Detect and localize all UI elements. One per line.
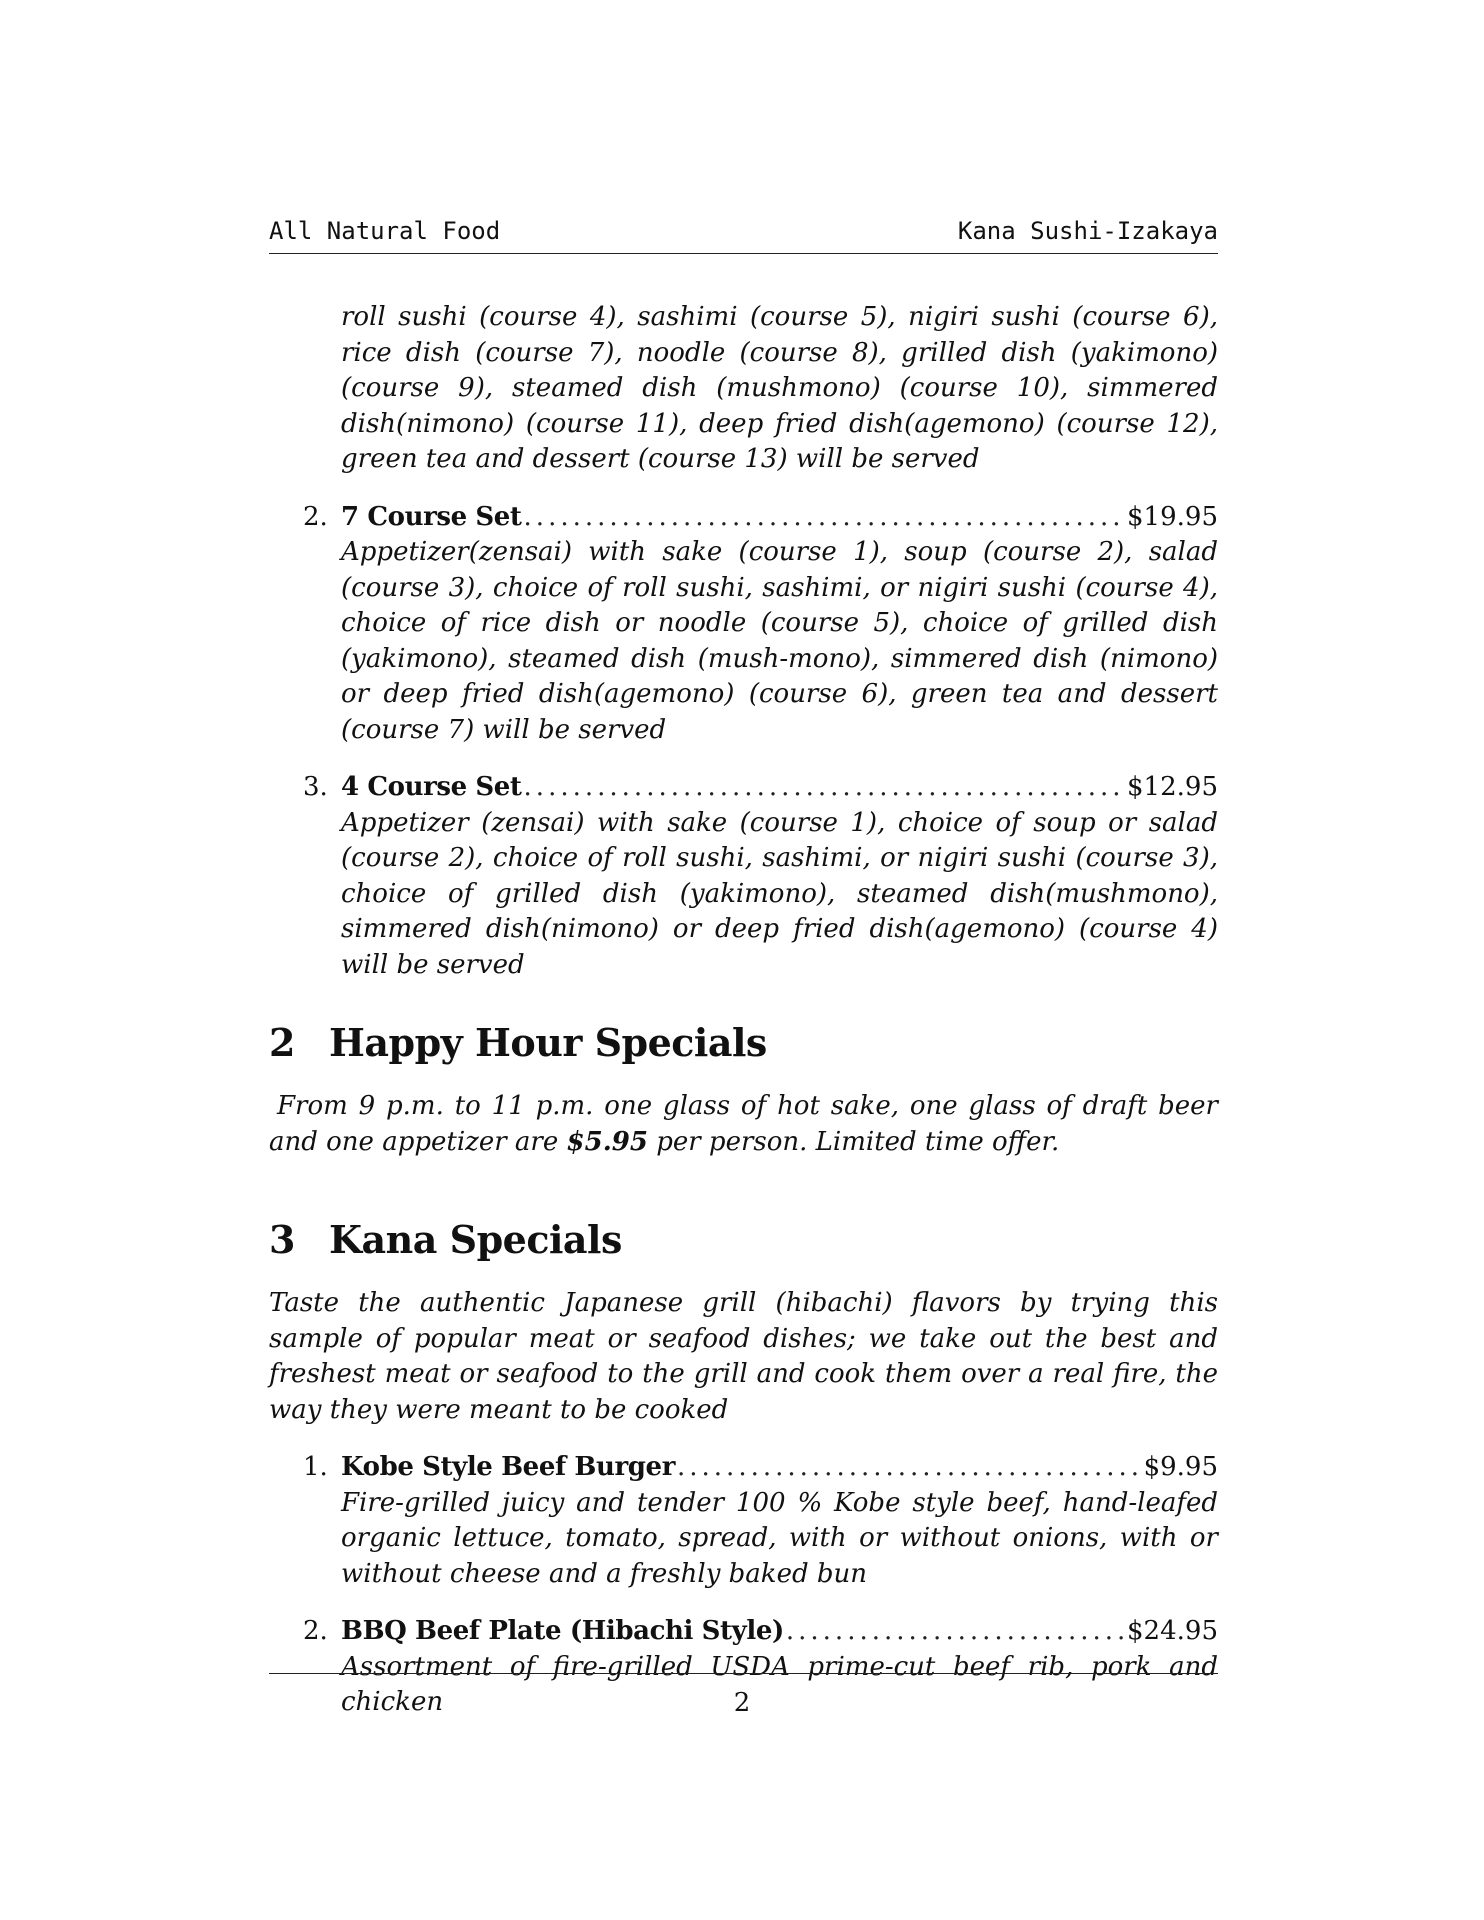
section-number: 2: [269, 1020, 295, 1065]
item-price: $24.95: [1127, 1616, 1218, 1646]
footer-rule: [269, 1673, 1218, 1674]
item-name: Kobe Style Beef Burger: [341, 1452, 675, 1482]
kana-specials-list: [269, 1450, 1218, 1721]
section-title-text: Kana Specials: [329, 1217, 622, 1262]
item-name: BBQ Beef Plate (Hibachi Style): [341, 1616, 784, 1646]
course-set-item: [269, 770, 1218, 983]
section-number: 3: [269, 1217, 295, 1262]
happy-hour-text-before: From 9 p.m. to 11 p.m. one glass of hot sake, one glass of draft beer and one appetizer are: [269, 1091, 1218, 1157]
item-name: 7 Course Set: [341, 501, 522, 532]
item-number: 2.: [303, 1616, 328, 1646]
item-number: 2.: [303, 501, 328, 532]
section-title-text: Happy Hour Specials: [329, 1020, 767, 1065]
item-number: 3.: [303, 772, 328, 802]
section-heading-kana-specials: [269, 1216, 1218, 1264]
header-right-title: Kana Sushi-Izakaya: [957, 217, 1218, 245]
running-header: [269, 213, 1218, 254]
dot-leader: [786, 1614, 1125, 1650]
item-price: $12.95: [1127, 772, 1218, 802]
happy-hour-text-after: per person. Limited time offer.: [647, 1126, 1060, 1157]
happy-hour-price: $5.95: [566, 1126, 648, 1157]
continued-course-description: [269, 300, 1218, 478]
continuation-text: roll sushi (course 4), sashimi (course 5), nigiri sushi (course 6), rice dish (course 7), noodle (course 8), grilled dish (yakimono) (course 9), steamed dish (mushmono) (course 10), simmered dish(nimono) (course 11), deep fried dish(agemono) (course 12), green tea and dessert (course 13) will be served: [341, 302, 1218, 474]
item-description: Appetizer(zensai) with sake (course 1), soup (course 2), salad (course 3), choice of roll sushi, sashimi, or nigiri sushi (course 4), choice of rice dish or noodle (course 5), choice of grilled dish (yakimono), steamed dish (mush-mono), simmered dish (nimono) or deep fried dish(agemono) (course 6), green tea and dessert (course 7) will be served: [341, 537, 1218, 745]
course-set-item: [269, 500, 1218, 749]
dot-leader: [524, 770, 1125, 806]
dot-leader: [677, 1450, 1142, 1486]
item-price: $9.95: [1143, 1452, 1218, 1482]
item-price: $19.95: [1127, 501, 1218, 532]
happy-hour-text: [269, 1089, 1218, 1160]
dot-leader: [524, 500, 1125, 536]
section-heading-happy-hour: [269, 1019, 1218, 1067]
kana-specials-intro: Taste the authentic Japanese grill (hibachi) flavors by trying this sample of popular meat or seafood dishes; we take out the best and freshest meat or seafood to the grill and cook them over a real fire, the way they were meant to be cooked: [269, 1288, 1218, 1425]
item-description: Assortment of fire-grilled USDA prime-cut beef rib, pork and chicken: [341, 1651, 1218, 1717]
item-description: Appetizer (zensai) with sake (course 1), choice of soup or salad (course 2), choice of roll sushi, sashimi, or nigiri sushi (course 3), choice of grilled dish (yakimono), steamed dish(mushmono), simmered dish(nimono) or deep fried dish(agemono) (course 4) will be served: [341, 807, 1218, 980]
item-number: 1.: [303, 1452, 328, 1482]
page-number: 2: [733, 1688, 751, 1718]
course-set-list: [269, 500, 1218, 984]
item-description: Fire-grilled juicy and tender 100 % Kobe style beef, hand-leafed organic lettuce, tomato, spread, with or without onions, with or without cheese and a freshly baked bun: [341, 1487, 1218, 1589]
item-name: 4 Course Set: [341, 772, 522, 802]
header-left-title: All Natural Food: [269, 217, 501, 245]
special-item: [269, 1450, 1218, 1592]
page-content: [269, 300, 1218, 1743]
